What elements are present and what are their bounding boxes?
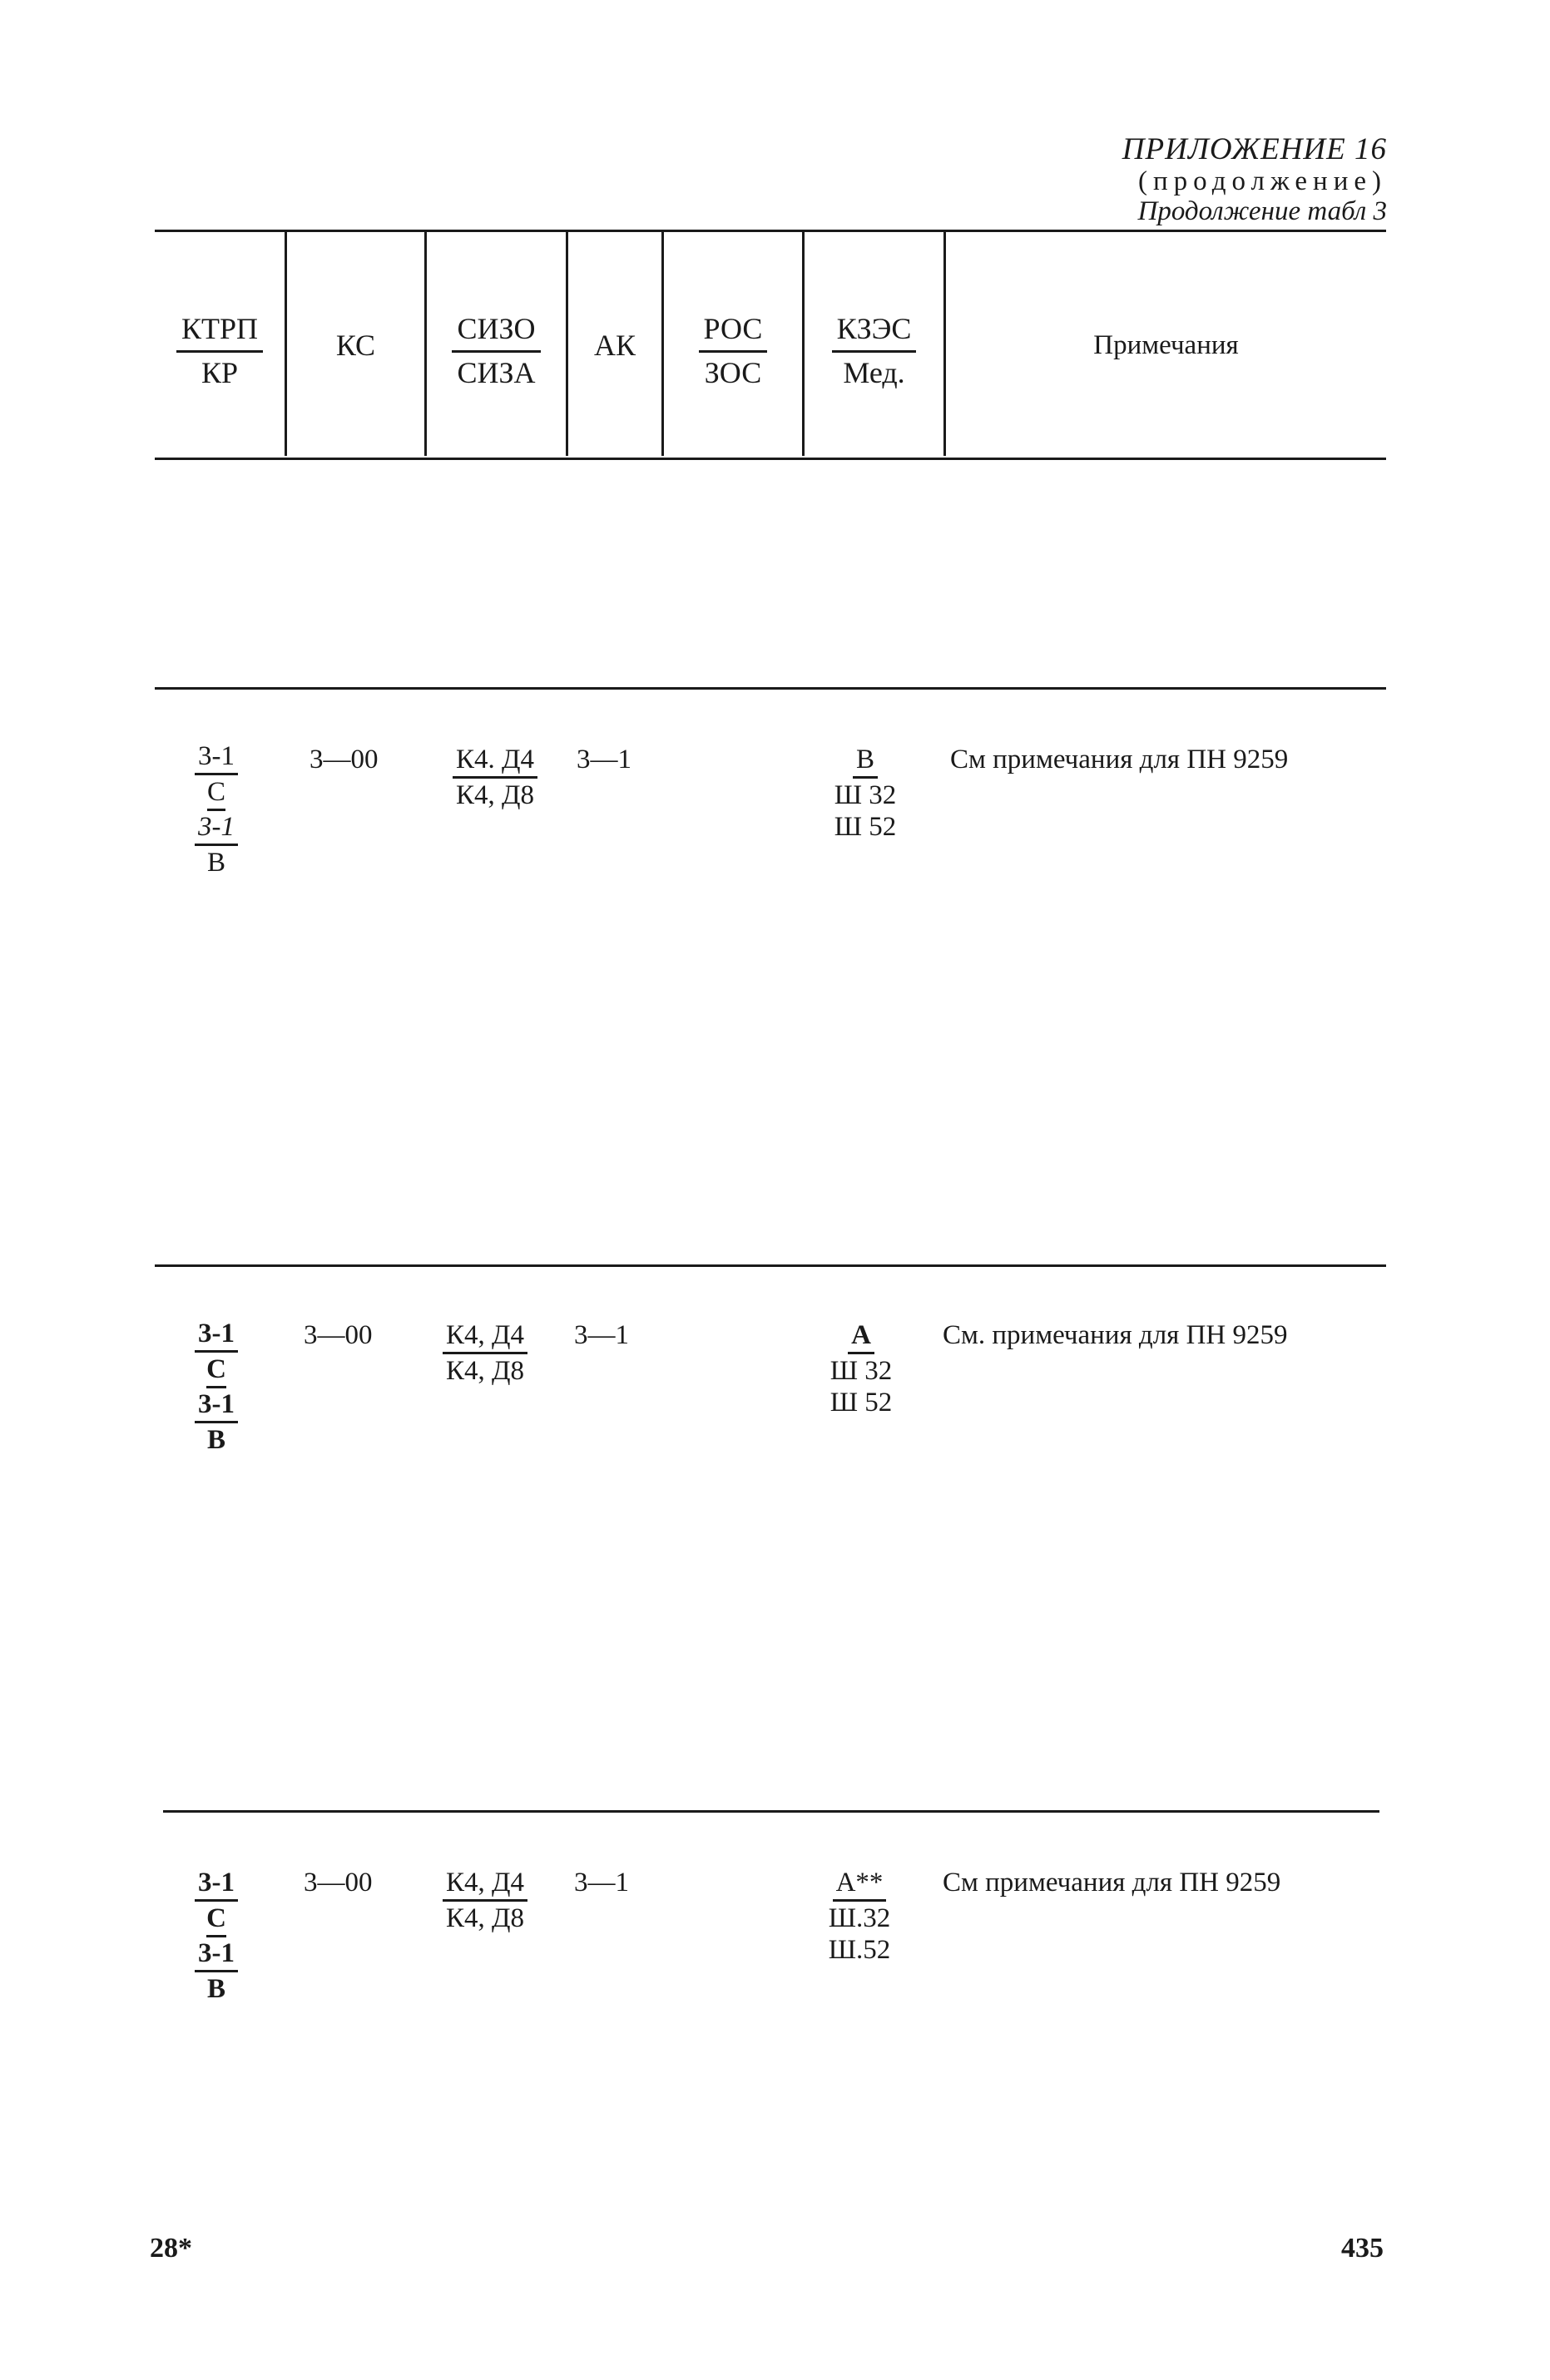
table-head-bottom-rule (155, 458, 1386, 460)
table-row-3-sizo (427, 1867, 543, 1934)
table-row-2-ks: 3—00 (304, 1320, 373, 1350)
sizo-value: К4, Д4 (443, 1319, 527, 1354)
table-row-2-kzes (807, 1319, 915, 1418)
siza-value: К4, Д8 (445, 1903, 525, 1933)
sizo-value: К4, Д4 (443, 1867, 527, 1902)
med-value: Ш 32 (834, 780, 897, 810)
appendix-title: ПРИЛОЖЕНИЕ 16 (1122, 132, 1387, 166)
table-row-2-sizo (427, 1319, 543, 1387)
column-head-notes: Примечания (1093, 330, 1239, 360)
kr-value: В (206, 848, 225, 878)
table-row-2-note: См. примечания для ПН 9259 (943, 1320, 1288, 1350)
column-head-ks: КС (335, 329, 376, 362)
column-head-ktrp (155, 309, 285, 392)
table-row-3-ktrp (175, 1867, 258, 2005)
med-value: Ш.52 (828, 1935, 891, 1965)
kr-value: В (206, 1425, 225, 1455)
table-row-2-ktrp (175, 1318, 258, 1456)
kzes-value: А** (833, 1867, 887, 1902)
table-row-2-ak: 3—1 (574, 1320, 629, 1350)
ktrp-value: 3-1 (195, 1867, 238, 1902)
ktrp-value: 3-1 (195, 1388, 238, 1423)
table-row-3-ks: 3—00 (304, 1868, 373, 1898)
column-head-ros-den: ЗОС (704, 356, 762, 389)
column-head-sizo-den: СИЗА (457, 356, 536, 389)
row-separator (163, 1810, 1379, 1813)
med-value: Ш 32 (829, 1356, 893, 1386)
table-row-1-ak: 3—1 (577, 745, 631, 774)
kr-value: С (207, 775, 225, 811)
kr-value: С (206, 1353, 226, 1388)
table-row-1-ks: 3—00 (310, 745, 379, 774)
siza-value: К4, Д8 (445, 1356, 525, 1386)
table-row-1-ktrp (175, 740, 258, 878)
column-head-kzes (805, 309, 943, 392)
column-head-ros (664, 309, 802, 392)
row-separator (155, 1264, 1386, 1267)
ktrp-value: 3-1 (195, 740, 238, 775)
column-head-sizo-num: СИЗО (452, 309, 540, 353)
table-row-1-sizo (437, 744, 553, 811)
table-continuation-label: Продолжение табл 3 (1137, 196, 1387, 226)
kr-value: В (206, 1974, 225, 2004)
column-head-ktrp-den: КР (201, 356, 239, 389)
table-row-1-kzes (811, 744, 919, 843)
page-number: 435 (1341, 2233, 1384, 2264)
column-head-kzes-den: Мед. (843, 356, 905, 389)
column-head-ktrp-num: КТРП (176, 309, 263, 353)
column-head-kzes-num: КЗЭС (832, 309, 917, 353)
table-row-3-ak: 3—1 (574, 1868, 629, 1898)
ktrp-value: 3-1 (195, 811, 238, 846)
row-separator (155, 687, 1386, 690)
continuation-label: (продолжение) (1138, 166, 1387, 196)
table-row-3-note: См примечания для ПН 9259 (943, 1868, 1281, 1898)
med-value: Ш 52 (829, 1388, 893, 1418)
siza-value: К4, Д8 (455, 780, 535, 810)
table-row-1-note: См примечания для ПН 9259 (950, 745, 1289, 774)
ktrp-value: 3-1 (195, 1318, 238, 1353)
ktrp-value: 3-1 (195, 1937, 238, 1972)
med-value: Ш 52 (834, 812, 897, 842)
column-head-ros-num: РОС (699, 309, 768, 353)
med-value: Ш.32 (828, 1903, 891, 1933)
table-row-3-kzes (805, 1867, 914, 1966)
table-top-rule (155, 230, 1386, 232)
kzes-value: В (853, 744, 878, 779)
column-head-ak: АК (593, 329, 636, 362)
kr-value: С (206, 1902, 226, 1937)
column-head-sizo (427, 309, 566, 392)
signature-mark: 28* (150, 2233, 192, 2264)
sizo-value: К4. Д4 (453, 744, 537, 779)
kzes-value: А (848, 1319, 874, 1354)
